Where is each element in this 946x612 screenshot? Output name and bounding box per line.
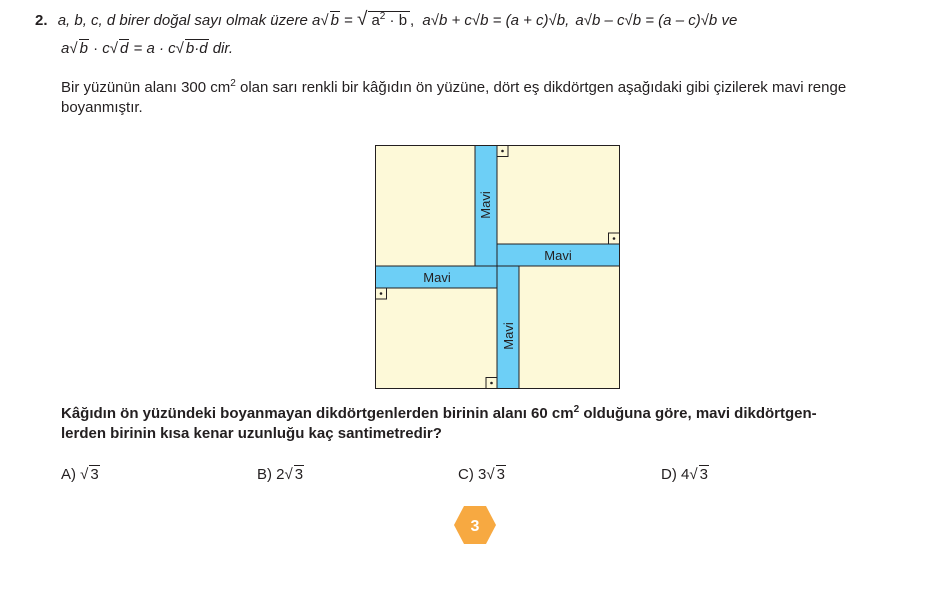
question-number: 2.: [35, 12, 48, 29]
rule1-rhs-radical: √ $a^2 \cdot b$: [357, 5, 410, 33]
rule1-lhs: a√ b: [311, 12, 339, 29]
rule3: a√b – c√b = (a – c)√b: [575, 12, 718, 29]
page-number: 3: [470, 518, 480, 535]
ve-text: ve: [721, 12, 738, 29]
rule1-eq: =: [344, 12, 353, 29]
strip-label-bottom: Mavi: [501, 322, 516, 350]
strip-label-right: Mavi: [544, 248, 572, 263]
option-b[interactable]: B) 2√ 3: [257, 466, 304, 483]
strip-label-left: Mavi: [423, 270, 451, 285]
option-c[interactable]: C) 3√ 3: [458, 466, 505, 483]
problem-paragraph-line2: boyanmıştır.: [61, 99, 143, 116]
question-intro-line: 2. a, b, c, d birer doğal sayı olmak üzere a√ b = √ $a^2 \cdot b$ , a√b + c√b = (a + c)√b, a√b – c√b = (a – c)√b ve: [35, 5, 737, 33]
intro-text: a, b, c, d birer doğal sayı olmak üzere: [57, 12, 308, 29]
rule2: a√b + c√b = (a + c)√b,: [422, 12, 570, 29]
question-stem-line2: lerden birinin kısa kenar uzunluğu kaç santimetredir?: [61, 425, 442, 442]
question-stem-line1: Kâğıdın ön yüzündeki boyanmayan dikdörtgenlerden birinin alanı 60 $cm^2$ olduğuna göre, mavi dikdörtgen-: [61, 404, 817, 422]
option-d[interactable]: D) 4√ 3: [661, 466, 708, 483]
page-number-badge: [453, 505, 497, 545]
rule4-line: a√ b · c√ d = a · c√ b·d dir.: [61, 40, 233, 57]
strip-label-top: Mavi: [478, 191, 493, 219]
option-a[interactable]: A) √ 3: [61, 466, 99, 483]
problem-paragraph-line1: Bir yüzünün alanı 300 $cm^2$ olan sarı renkli bir kâğıdın ön yüzüne, dört eş dikdörtgen aşağıdaki gibi çizilerek mavi renge: [61, 78, 847, 96]
paper-figure: [375, 145, 620, 389]
